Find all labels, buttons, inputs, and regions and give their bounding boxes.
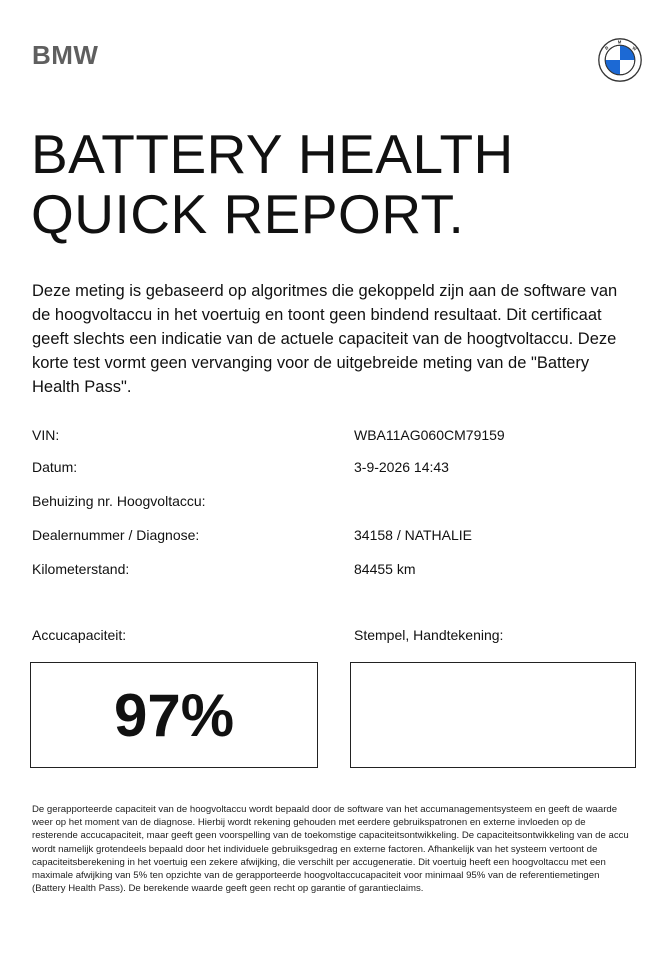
brand-wordmark: BMW (32, 40, 99, 70)
capacity-value: 97% (113, 682, 235, 749)
svg-text:W: W (631, 45, 638, 52)
title-line-2: QUICK REPORT. (31, 183, 465, 245)
vin-label: VIN: (32, 427, 60, 443)
mileage-value: 84455 km (354, 561, 416, 577)
dealer-value: 34158 / NATHALIE (354, 527, 473, 543)
intro-paragraph: Deze meting is gebaseerd op algoritmes die gekoppeld zijn aan de software van de hoogvoltaccu in het voertuig en toont geen bindend resultaat. Dit certificaat geeft slechts een indicatie van de actuele capaciteit van de hoogtvoltaccu. Deze korte test vormt geen vervanging voor de uitgebreide meting van de "Battery Health Pass". (32, 282, 618, 396)
field-row-mileage (32, 561, 632, 581)
field-row-housing (32, 493, 632, 513)
title-line-1: BATTERY HEALTH (31, 123, 514, 185)
page-title (31, 124, 514, 244)
svg-text:M: M (617, 39, 622, 45)
mileage-label: Kilometerstand: (32, 561, 130, 577)
svg-text:B: B (603, 45, 610, 51)
dealer-label: Dealernummer / Diagnose: (32, 527, 200, 543)
bmw-roundel-icon (598, 38, 642, 82)
field-row-vin (32, 427, 632, 447)
housing-label: Behuizing nr. Hoogvoltaccu: (32, 493, 206, 509)
stamp-label: Stempel, Handtekening: (354, 627, 504, 643)
capacity-box (30, 662, 318, 768)
date-value: 3-9-2026 14:43 (354, 459, 449, 475)
vin-value: WBA11AG060CM79159 (354, 427, 505, 443)
capacity-label: Accucapaciteit: (32, 627, 127, 643)
disclaimer-text: De gerapporteerde capaciteit van de hoogvoltaccu wordt bepaald door de software van het accumanagementsysteem en geeft de waarde weer op het moment van de diagnose. Hierbij wordt rekening gehouden met eerdere gebruikspatronen en externe invloeden op de resterende accucapaciteit, maar geeft geen voorspelling van de toekomstige capaciteitsontwikkeling. De capaciteitsontwikkeling van de accu wordt namelijk grotendeels bepaald door het individuele gebruiksgedrag en externe factoren. Afhankelijk van het systeem vertoont de capaciteitsberekening in het voertuig een zekere afwijking, die verschilt per accugeneratie. Dit voertuig heeft een hoogvoltaccu met een maximale afwijking van 5% ten opzichte van de gerapporteerde hoogvoltaccucapaciteit voor minimaal 95% van de referentiemetingen (Battery Health Pass). De berekende waarde geeft geen recht op garantie of garantieclaims. (32, 804, 629, 895)
field-row-date (32, 459, 632, 479)
field-row-dealer (32, 527, 632, 547)
date-label: Datum: (32, 459, 78, 475)
stamp-signature-box (350, 662, 636, 768)
